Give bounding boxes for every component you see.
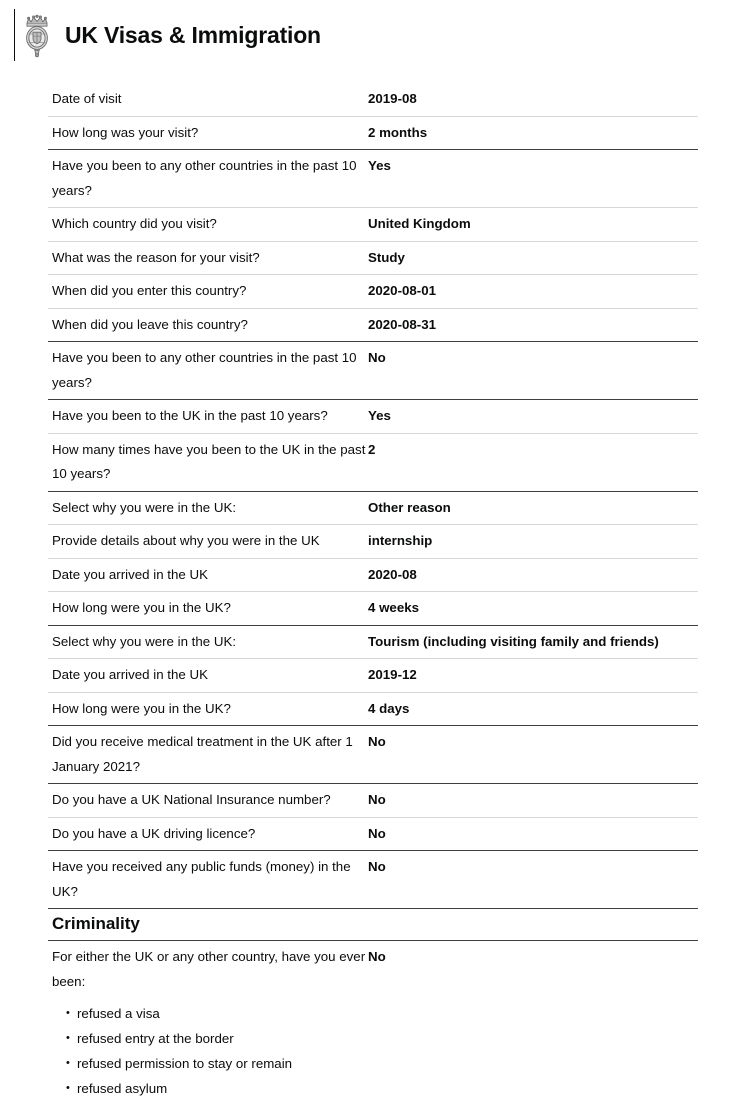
row-answer: Tourism (including visiting family and friends) — [368, 633, 659, 649]
row-answer: 4 weeks — [368, 600, 420, 615]
row-answer: Other reason — [368, 499, 451, 515]
table-row — [48, 784, 698, 818]
row-answer: 2020-08-01 — [368, 283, 437, 298]
section-title: Criminality — [52, 914, 140, 933]
table-row — [48, 592, 698, 626]
table-row — [48, 242, 698, 276]
section-heading-criminality — [48, 909, 698, 941]
row-answer: 2020-08 — [368, 566, 417, 582]
row-question: When did you leave this country? — [52, 316, 248, 332]
row-answer: 2020-08-31 — [368, 316, 437, 332]
row-question: How many times have you been to the UK in the past 10 years? — [52, 441, 366, 481]
row-answer: 2 months — [368, 124, 428, 140]
page-title: UK Visas & Immigration — [65, 21, 321, 48]
row-question: Which country did you visit? — [52, 216, 217, 231]
table-row — [48, 659, 698, 693]
answers-summary-table — [48, 83, 698, 1101]
row-answer: internship — [368, 533, 433, 548]
table-row — [48, 941, 698, 998]
table-row — [48, 434, 698, 492]
table-row — [48, 525, 698, 559]
row-question: Do you have a UK National Insurance number? — [52, 792, 331, 807]
row-question: Did you receive medical treatment in the UK after 1 January 2021? — [52, 734, 353, 774]
table-row — [48, 559, 698, 593]
row-answer: 2 — [368, 441, 376, 457]
table-row — [48, 818, 698, 852]
list-item: • refused permission to stay or remain — [66, 1051, 698, 1076]
row-answer: No — [368, 825, 386, 841]
table-row — [48, 83, 698, 117]
row-question: How long were you in the UK? — [52, 700, 231, 716]
royal-coat-of-arms-icon — [20, 12, 54, 58]
table-row — [48, 851, 698, 909]
list-item: • refused a visa — [66, 1001, 698, 1026]
table-row — [48, 150, 698, 208]
row-answer: United Kingdom — [368, 216, 471, 231]
table-row — [48, 275, 698, 309]
row-question: For either the UK or any other country, have you ever been: — [52, 949, 366, 989]
row-answer: No — [368, 350, 386, 365]
row-question: Do you have a UK driving licence? — [52, 825, 256, 841]
row-answer: No — [368, 949, 386, 964]
document-header — [0, 0, 745, 62]
row-question: Date you arrived in the UK — [52, 566, 208, 582]
row-question: When did you enter this country? — [52, 283, 247, 298]
criminality-bullet-list — [48, 998, 698, 1101]
table-row — [48, 117, 698, 151]
table-row — [48, 309, 698, 343]
row-answer: 2019-12 — [368, 667, 417, 682]
row-question: Have you been to any other countries in the past 10 years? — [52, 158, 357, 198]
row-answer: No — [368, 859, 386, 874]
row-answer: No — [368, 792, 386, 807]
row-answer: Yes — [368, 408, 391, 423]
table-row — [48, 626, 698, 660]
table-row — [48, 693, 698, 727]
crest-container — [14, 9, 54, 61]
table-row — [48, 400, 698, 434]
table-row — [48, 208, 698, 242]
table-row — [48, 726, 698, 784]
table-row — [48, 342, 698, 400]
row-question: Select why you were in the UK: — [52, 633, 237, 649]
list-item: • refused asylum — [66, 1076, 698, 1101]
row-question: How long were you in the UK? — [52, 600, 231, 615]
row-answer: No — [368, 734, 386, 749]
row-question: Select why you were in the UK: — [52, 499, 237, 515]
row-answer: Yes — [368, 158, 391, 173]
row-question: Have you been to any other countries in the past 10 years? — [52, 350, 357, 390]
row-answer: 4 days — [368, 700, 410, 716]
row-question: How long was your visit? — [52, 124, 199, 140]
table-rows-container — [48, 83, 698, 909]
table-row — [48, 492, 698, 526]
row-question: Have you been to the UK in the past 10 years? — [52, 408, 328, 423]
row-question: Date you arrived in the UK — [52, 667, 208, 682]
row-question: Date of visit — [52, 91, 122, 106]
row-answer: Study — [368, 249, 405, 265]
row-question: Have you received any public funds (money) in the UK? — [52, 859, 351, 899]
row-question: What was the reason for your visit? — [52, 249, 260, 265]
list-item: • refused entry at the border — [66, 1026, 698, 1051]
row-question: Provide details about why you were in the UK — [52, 533, 320, 548]
row-answer: 2019-08 — [368, 91, 417, 106]
